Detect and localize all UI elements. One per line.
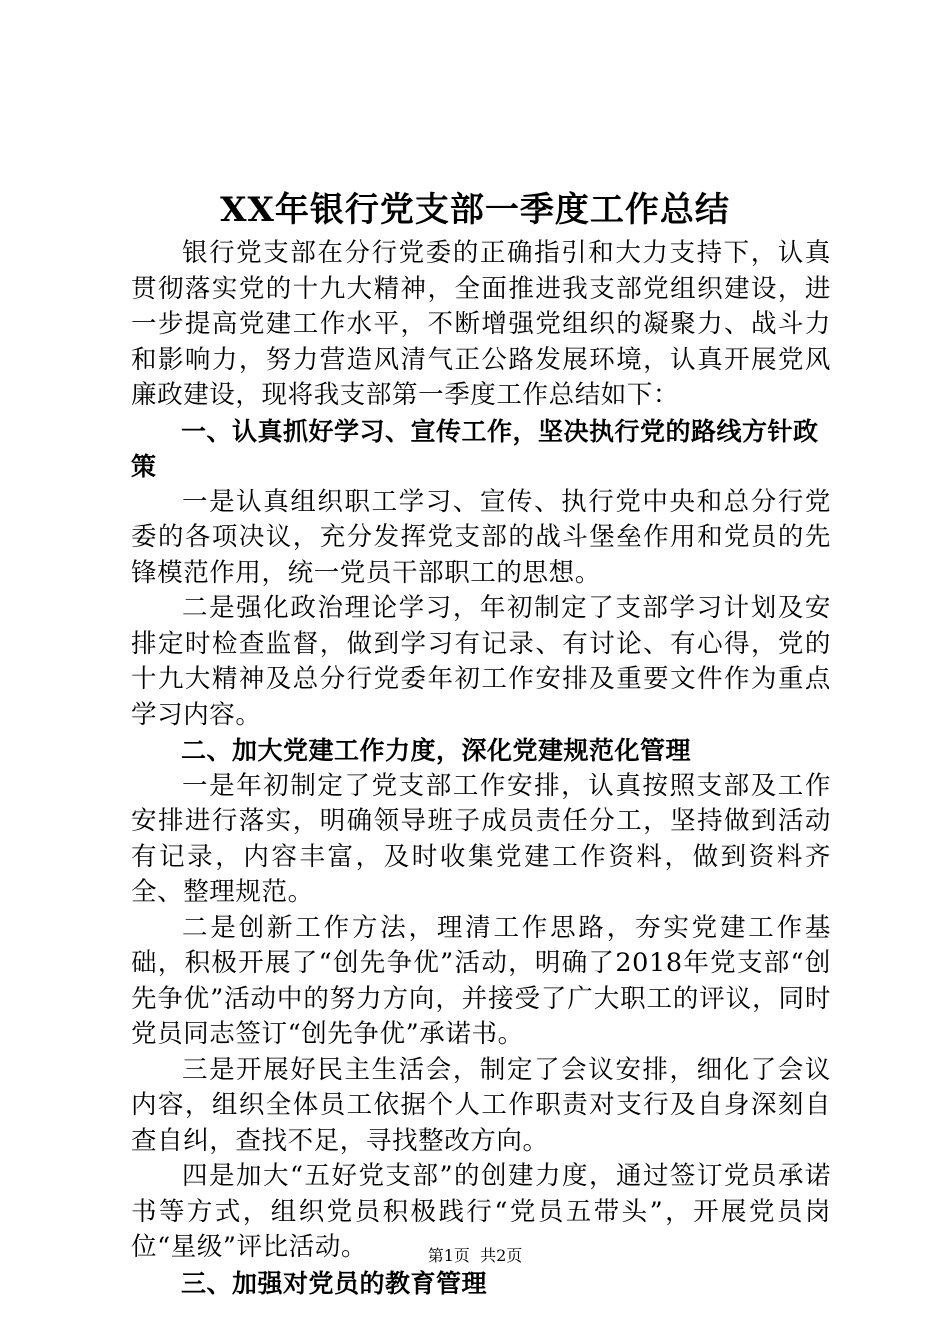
section-1-paragraph-1: 一是认真组织职工学习、宣传、执行党中央和总分行党委的各项决议，充分发挥党支部的战斗堡垒作用和党员的先锋模范作用，统一党员干部职工的思想。 [131, 486, 831, 588]
document-title: XX年银行党支部一季度工作总结 [220, 190, 730, 230]
section-2-paragraph-3: 三是开展好民主生活会，制定了会议安排，细化了会议内容，组织全体员工依据个人工作职责对支行及自身深刻自查自纠，查找不足，寻找整改方向。 [131, 1054, 831, 1156]
section-3-heading: 三、加强对党员的教育管理 [181, 1268, 488, 1298]
section-2-paragraph-4: 四是加大“五好党支部”的创建力度，通过签订党员承诺书等方式，组织党员积极践行“党员五带头”，开展党员岗位“星级”评比活动。 [131, 1161, 831, 1262]
page-number-footer: 第1页 共2页 [427, 1246, 523, 1265]
document-body [131, 236, 831, 1301]
section-1-heading: 一、认真抓好学习、宣传工作，坚决执行党的路线方针政策 [131, 416, 819, 481]
section-2-paragraph-2: 二是创新工作方法，理清工作思路，夯实党建工作基础，积极开展了“创先争优”活动，明确了2018年党支部“创先争优”活动中的努力方向，并接受了广大职工的评议，同时党员同志签订“创先争优”承诺书。 [131, 912, 831, 1049]
section-2-heading: 二、加大党建工作力度，深化党建规范化管理 [181, 736, 692, 765]
section-1-paragraph-2: 二是强化政治理论学习，年初制定了支部学习计划及安排定时检查监督，做到学习有记录、有讨论、有心得，党的十九大精神及总分行党委年初工作安排及重要文件作为重点学习内容。 [131, 593, 831, 730]
intro-paragraph: 银行党支部在分行党委的正确指引和大力支持下，认真贯彻落实党的十九大精神，全面推进我支部党组织建设，进一步提高党建工作水平，不断增强党组织的凝聚力、战斗力和影响力，努力营造风清气正公路发展环境，认真开展党风廉政建设，现将我支部第一季度工作总结如下： [131, 238, 831, 410]
section-2-paragraph-1: 一是年初制定了党支部工作安排，认真按照支部及工作安排进行落实，明确领导班子成员责任分工，坚持做到活动有记录，内容丰富，及时收集党建工作资料，做到资料齐全、整理规范。 [131, 770, 831, 907]
